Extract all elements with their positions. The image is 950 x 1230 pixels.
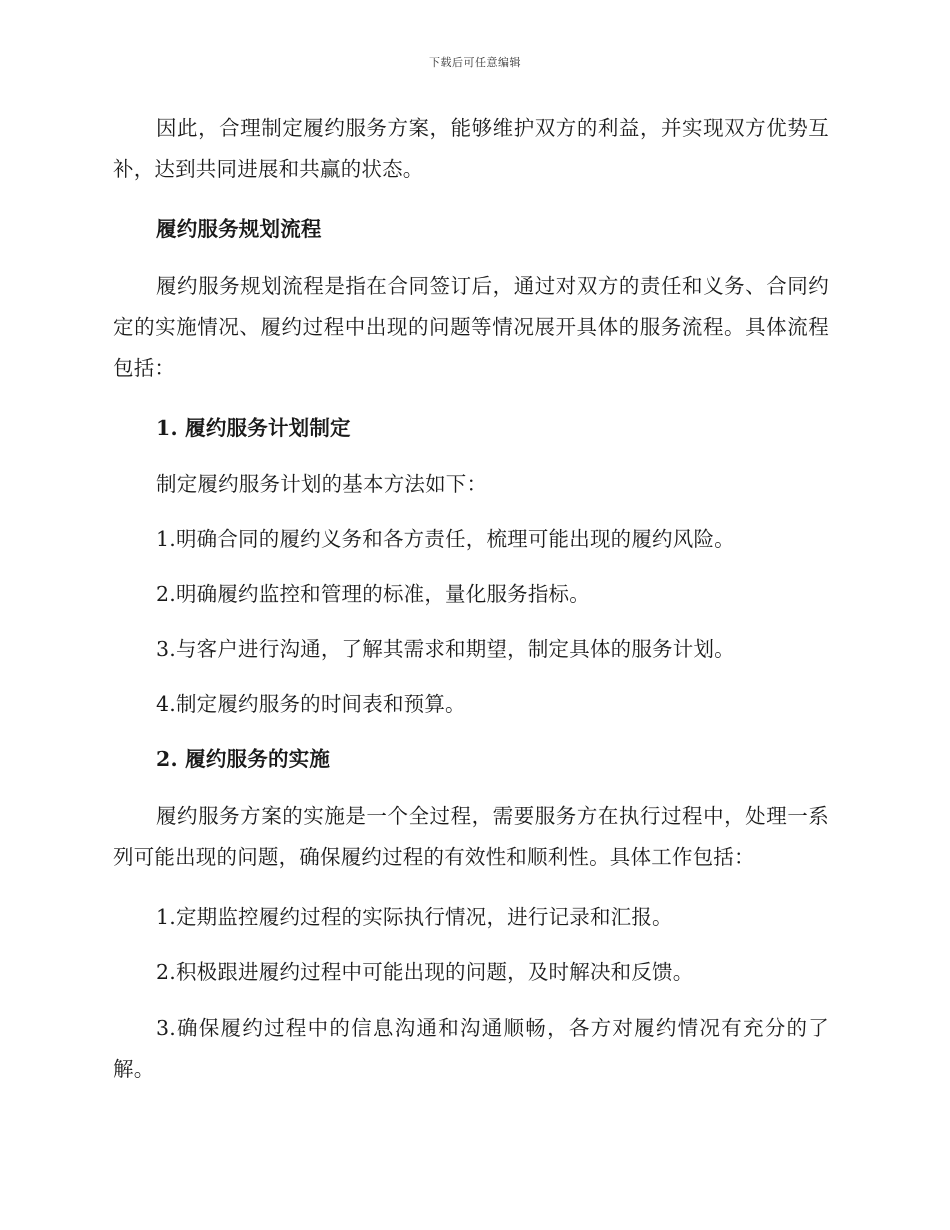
list-item: 3.与客户进行沟通，了解其需求和期望，制定具体的服务计划。 <box>156 637 735 661</box>
subsection-2-heading: 2. 履约服务的实施 <box>156 747 331 771</box>
list-item: 4.制定履约服务的时间表和预算。 <box>156 692 466 716</box>
subsection-1-lead: 制定履约服务计划的基本方法如下： <box>156 472 488 496</box>
document-body <box>113 108 829 1110</box>
list-item: 1.定期监控履约过程的实际执行情况，进行记录和汇报。 <box>156 905 673 929</box>
subsection-2-lead: 履约服务方案的实施是一个全过程，需要服务方在执行过程中，处理一系列可能出现的问题，确保履约过程的有效性和顺利性。具体工作包括： <box>113 804 829 869</box>
section-heading: 履约服务规划流程 <box>156 217 322 241</box>
section-paragraph: 履约服务规划流程是指在合同签订后，通过对双方的责任和义务、合同约定的实施情况、履约过程中出现的问题等情况展开具体的服务流程。具体流程包括： <box>113 274 829 380</box>
intro-paragraph: 因此，合理制定履约服务方案，能够维护双方的利益，并实现双方优势互补，达到共同进展和共赢的状态。 <box>113 116 829 181</box>
subsection-1-heading: 1. 履约服务计划制定 <box>156 416 351 440</box>
page-header-note: 下载后可任意编辑 <box>429 56 521 69</box>
list-item: 2.明确履约监控和管理的标准，量化服务指标。 <box>156 582 590 606</box>
list-item: 3.确保履约过程中的信息沟通和沟通顺畅，各方对履约情况有充分的了解。 <box>113 1016 829 1081</box>
list-item: 2.积极跟进履约过程中可能出现的问题，及时解决和反馈。 <box>156 960 694 984</box>
list-item: 1.明确合同的履约义务和各方责任，梳理可能出现的履约风险。 <box>156 527 735 551</box>
